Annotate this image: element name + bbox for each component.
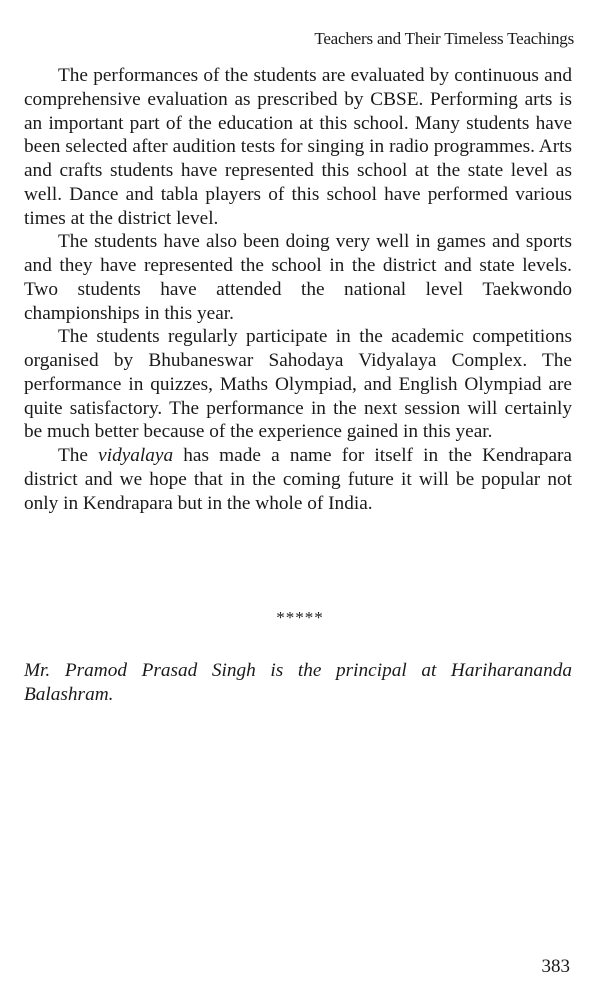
section-separator: ***** xyxy=(276,608,324,627)
paragraph-sports: The students have also been doing very well in games and sports and they have represented the school in the district and state levels. Two students have attended the national level Taekwondo championships in this year. xyxy=(24,231,572,324)
running-header: Teachers and Their Timeless Teachings xyxy=(314,29,574,48)
paragraph-evaluation: The performances of the students are evaluated by continuous and comprehensive evaluation as prescribed by CBSE. Performing arts is an important part of the education at this school. Many students have been selected after audition tests for singing in radio programmes. Arts and crafts students have represented this school at the state level as well. Dance and tabla players of this school have performed various times at the district level. xyxy=(24,65,572,229)
body-text xyxy=(24,64,572,515)
paragraph-conclusion-lead: The xyxy=(58,445,99,466)
page-number: 383 xyxy=(541,956,570,977)
author-note: Mr. Pramod Prasad Singh is the principal at Hariharananda Balashram. xyxy=(24,660,572,705)
paragraph-conclusion xyxy=(24,444,572,515)
vidyalaya-term: vidyalaya xyxy=(98,445,174,466)
paragraph-conclusion-rest: has made a name for itself in the Kendrapara district and we hope that in the coming future it will be popular not only in Kendrapara but in the whole of India. xyxy=(24,445,572,514)
paragraph-competitions: The students regularly participate in the academic competitions organised by Bhubaneswar Sahodaya Vidyalaya Complex. The performance in quizzes, Maths Olympiad, and English Olympiad are quite satisfactory. The performance in the next session will certainly be much better because of the experience gained in this year. xyxy=(24,326,572,443)
